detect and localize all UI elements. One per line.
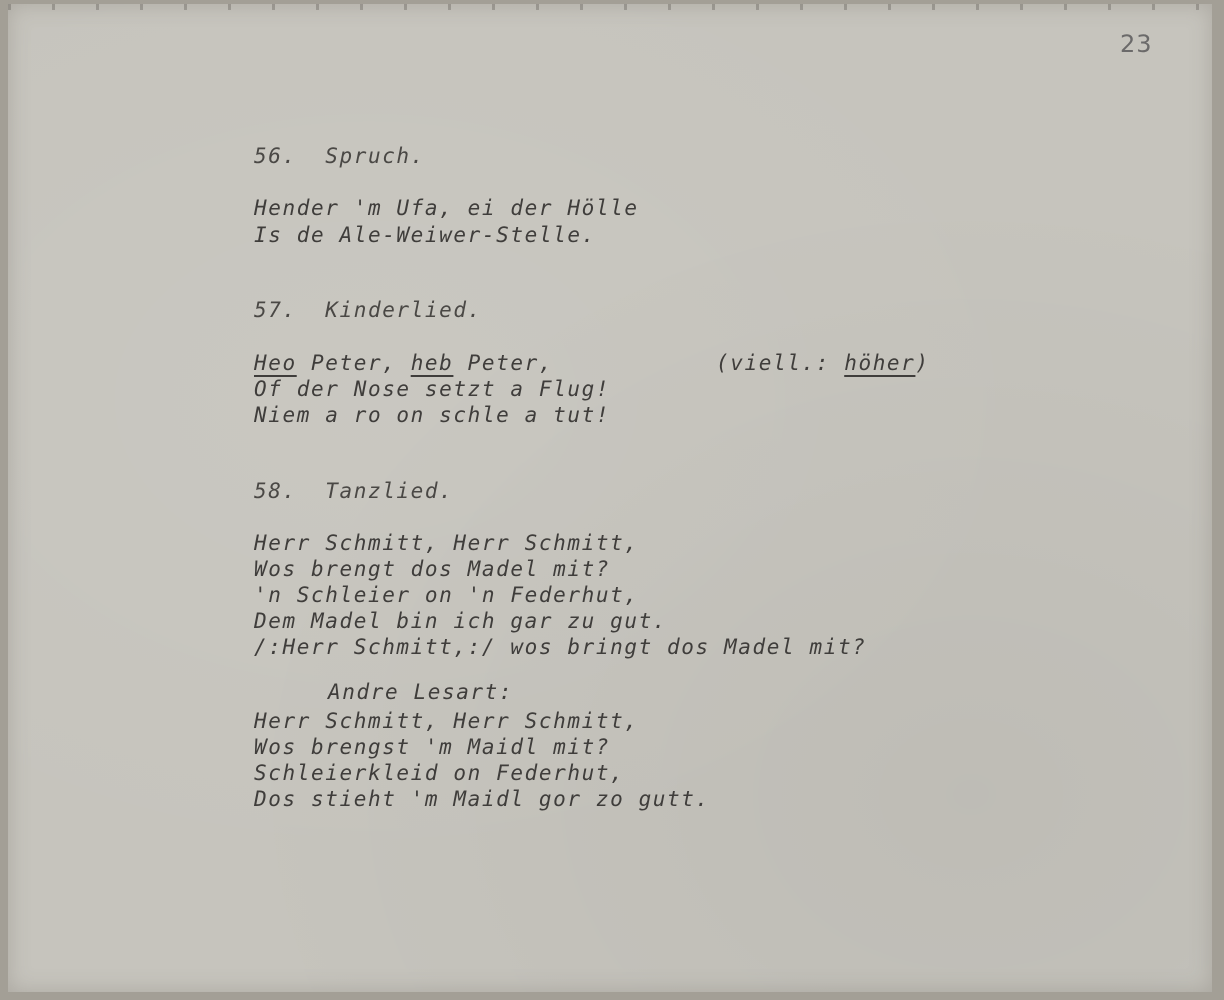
verse-line: Dem Madel bin ich gar zu gut. bbox=[254, 609, 668, 633]
variant-line: Dos stieht 'm Maidl gor zo gutt. bbox=[254, 787, 710, 811]
perforated-edge bbox=[8, 4, 1212, 10]
section-heading-58: 58. Tanzlied. bbox=[254, 479, 454, 503]
section-heading-57: 57. Kinderlied. bbox=[254, 298, 482, 322]
note-suffix: ) bbox=[915, 351, 930, 375]
verse-fragment: Peter, bbox=[296, 351, 411, 375]
variant-label: Andre Lesart: bbox=[328, 680, 514, 704]
verse-line bbox=[254, 350, 553, 376]
verse-line: Niem a ro on schle a tut! bbox=[254, 403, 611, 427]
variant-line: Schleierkleid on Federhut, bbox=[254, 761, 625, 785]
section-heading-56: 56. Spruch. bbox=[254, 144, 425, 168]
variant-line: Herr Schmitt, Herr Schmitt, bbox=[254, 709, 639, 733]
variant-line: Wos brengst 'm Maidl mit? bbox=[254, 735, 611, 759]
underlined-word: Heo bbox=[254, 351, 297, 375]
verse-line: 'n Schleier on 'n Federhut, bbox=[254, 583, 639, 607]
underlined-word: heb bbox=[410, 351, 454, 375]
verse-line: Is de Ale-Weiwer-Stelle. bbox=[254, 223, 596, 247]
verse-line: Hender 'm Ufa, ei der Hölle bbox=[254, 196, 639, 220]
marginal-note bbox=[716, 350, 930, 376]
underlined-word: höher bbox=[844, 351, 916, 375]
typescript-page bbox=[8, 4, 1212, 992]
verse-fragment: Peter, bbox=[453, 351, 554, 375]
verse-line: Of der Nose setzt a Flug! bbox=[254, 377, 611, 401]
verse-line: Wos brengt dos Madel mit? bbox=[254, 557, 611, 581]
note-prefix: (viell.: bbox=[716, 351, 845, 375]
verse-line: Herr Schmitt, Herr Schmitt, bbox=[254, 531, 639, 555]
page-number: 23 bbox=[1120, 30, 1153, 58]
verse-line: /:Herr Schmitt,:/ wos bringt dos Madel mit? bbox=[254, 635, 867, 659]
